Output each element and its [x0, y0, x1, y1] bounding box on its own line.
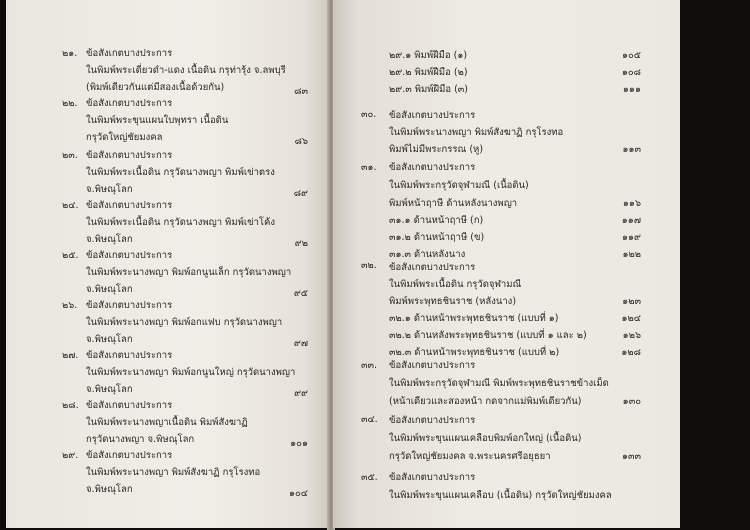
sub-entry: ๓๑.๒ ด้านหน้าฤาษี (ข): [389, 232, 485, 243]
entry-line: (พิมพ์เดียวกันแต่มีสองเนื้อด้วยกัน): [86, 82, 225, 93]
toc-line: ในพิมพ์พระกรุวัดจุฬามณี (เนื้อดิน): [389, 180, 529, 191]
background-edge: [680, 0, 750, 530]
entry-heading: ข้อสังเกตบางประการ: [86, 400, 173, 411]
page-number: ๑๓๓: [621, 451, 641, 462]
entry-line: ในพิมพ์พระนางพญาเนื้อดิน พิมพ์สังฆาฏิ: [86, 417, 248, 428]
page-number: ๑๑๙: [621, 232, 641, 243]
page-number: ๑๒๓: [622, 296, 641, 307]
toc-line: ในพิมพ์พระขุนแผนเคลือบ (เนื้อดิน) กรุวัดใหญ่ชัยมงคล: [389, 490, 612, 501]
page-number: ๑๐๘: [621, 67, 641, 78]
entry-number: ๓๔.: [361, 414, 378, 425]
entry-heading: ข้อสังเกตบางประการ: [389, 360, 476, 371]
entry-line: จ.พิษณุโลก: [86, 284, 133, 295]
page-number: ๑๒๒: [622, 249, 641, 260]
entry-heading: ข้อสังเกตบางประการ: [389, 110, 476, 121]
entry-line: จ.พิษณุโลก: [86, 484, 133, 495]
sub-entry: ๒๙.๑ พิมพ์ฝีมือ (๑): [389, 50, 468, 61]
page-number: ๑๒๖: [622, 330, 641, 341]
entry-number: ๒๓.: [62, 150, 78, 161]
entry-heading: ข้อสังเกตบางประการ: [389, 415, 476, 426]
entry-line: ในพิมพ์พระนางพญา พิมพ์อกนูนเล็ก กรุวัดนางพญา: [86, 267, 292, 278]
entry-number: ๒๑.: [62, 48, 78, 59]
sub-entry: ๓๒.๒ ด้านหลังพระพุทธชินราช (แบบที่ ๑ และ ๒): [389, 330, 587, 341]
entry-line: ในพิมพ์พระนางพญา พิมพ์อกแฟบ กรุวัดนางพญา: [86, 317, 283, 328]
page-number: ๙๙: [294, 388, 308, 399]
page-number: ๑๒๘: [621, 347, 641, 358]
page-number: ๑๑๗: [621, 215, 641, 226]
sub-entry: ๓๒.๑ ด้านหน้าพระพุทธชินราช (แบบที่ ๑): [389, 313, 559, 324]
entry-line: จ.พิษณุโลก: [86, 234, 133, 245]
left-page: [6, 0, 329, 528]
page-number: ๘๖: [294, 136, 308, 147]
toc-line: ในพิมพ์พระขุนแผนเคลือบพิมพ์อกใหญ่ (เนื้อดิน): [389, 433, 582, 444]
page-number: ๑๐๔: [288, 488, 308, 499]
entry-number: ๒๙.: [62, 450, 79, 461]
entry-heading: ข้อสังเกตบางประการ: [389, 262, 476, 273]
page-number: ๑๓๐: [622, 396, 641, 407]
entry-number: ๒๕.: [62, 250, 79, 261]
entry-number: ๓๐.: [361, 109, 377, 120]
sub-entry: ๒๙.๒ พิมพ์ฝีมือ (๒): [389, 67, 468, 78]
page-number: ๙๕: [293, 288, 308, 299]
sub-entry: ๓๒.๓ ด้านหน้าพระพุทธชินราช (แบบที่ ๒): [389, 347, 560, 358]
entry-line: จ.พิษณุโลก: [86, 334, 133, 345]
entry-heading: ข้อสังเกตบางประการ: [86, 350, 173, 361]
entry-line: ในพิมพ์พระนางพญา พิมพ์สังฆาฏิ กรุโรงทอ: [86, 467, 261, 478]
page-number: ๑๐๑: [290, 438, 308, 449]
entry-number: ๒๔.: [62, 200, 79, 211]
entry-heading: ข้อสังเกตบางประการ: [86, 450, 173, 461]
entry-line: ในพิมพ์พระขุนแผนใบพุทรา เนื้อดิน: [86, 115, 229, 126]
page-number: ๑๒๔: [621, 313, 641, 324]
entry-line: จ.พิษณุโลก: [86, 184, 133, 195]
entry-number: ๒๒.: [62, 98, 78, 109]
entry-line: ในพิมพ์พระเนื้อดิน กรุวัดนางพญา พิมพ์เข่าโค้ง: [86, 217, 276, 228]
toc-line: พิมพ์ไม่มีพระกรรณ (หู): [389, 144, 484, 155]
entry-heading: ข้อสังเกตบางประการ: [86, 250, 173, 261]
right-page: [333, 0, 680, 528]
page-number: ๘๙: [293, 188, 308, 199]
page-number: ๑๑๓: [622, 144, 641, 155]
entry-heading: ข้อสังเกตบางประการ: [389, 162, 476, 173]
entry-line: ในพิมพ์พระนางพญา พิมพ์อกนูนใหญ่ กรุวัดนางพญา: [86, 367, 296, 378]
entry-number: ๓๑.: [361, 162, 377, 173]
entry-line: กรุวัดใหญ่ชัยมงคล: [86, 132, 163, 143]
entry-number: ๒๖.: [62, 300, 78, 311]
toc-line: พิมพ์หน้าฤาษี ด้านหลังนางพญา: [389, 198, 518, 209]
entry-line: ในพิมพ์พระเนื้อดิน กรุวัดนางพญา พิมพ์เข่าตรง: [86, 167, 275, 178]
entry-heading: ข้อสังเกตบางประการ: [389, 472, 476, 483]
entry-line: ในพิมพ์พระเดี่ยวดำ-แดง เนื้อดิน กรุท่ารุ้ง จ.ลพบุรี: [86, 65, 286, 76]
sub-entry: ๓๑.๓ ด้านหลังนาง: [389, 249, 466, 260]
page-number: ๑๑๑: [622, 84, 641, 95]
page-number: ๑๐๕: [621, 50, 641, 61]
entry-number: ๓๕.: [361, 472, 378, 483]
toc-line: ในพิมพ์พระนางพญา พิมพ์สังฆาฏิ กรุโรงทอ: [389, 127, 564, 138]
sub-entry: ๒๙.๓ พิมพ์ฝีมือ (๓): [389, 84, 469, 95]
page-number: ๙๗: [293, 338, 308, 349]
entry-number: ๓๓.: [361, 360, 378, 371]
toc-line: พิมพ์พระพุทธชินราช (หลังนาง): [389, 296, 517, 307]
sub-entry: ๓๑.๑ ด้านหน้าฤาษี (ก): [389, 215, 484, 226]
page-number: ๘๓: [294, 86, 308, 97]
entry-heading: ข้อสังเกตบางประการ: [86, 200, 173, 211]
entry-line: จ.พิษณุโลก: [86, 384, 133, 395]
entry-number: ๒๘.: [62, 400, 79, 411]
entry-line: กรุวัดนางพญา จ.พิษณุโลก: [86, 434, 195, 445]
entry-heading: ข้อสังเกตบางประการ: [86, 48, 173, 59]
toc-line: ในพิมพ์พระเนื้อดิน กรุวัดจุฬามณี: [389, 279, 522, 290]
toc-line: กรุวัดใหญ่ชัยมงคล จ.พระนครศรีอยุธยา: [389, 451, 551, 462]
page-number: ๑๑๖: [622, 198, 641, 209]
entry-number: ๒๗.: [62, 350, 79, 361]
entry-number: ๓๒.: [361, 260, 377, 271]
entry-heading: ข้อสังเกตบางประการ: [86, 300, 173, 311]
toc-line: (หน้าเดียวและสองหน้า กดจากแม่พิมพ์เดียวกัน): [389, 396, 582, 407]
entry-heading: ข้อสังเกตบางประการ: [86, 98, 173, 109]
entry-heading: ข้อสังเกตบางประการ: [86, 150, 173, 161]
page-number: ๙๒: [294, 238, 308, 249]
toc-line: ในพิมพ์พระกรุวัดจุฬามณี พิมพ์พระพุทธชินราชข้างเม็ด: [389, 378, 609, 389]
